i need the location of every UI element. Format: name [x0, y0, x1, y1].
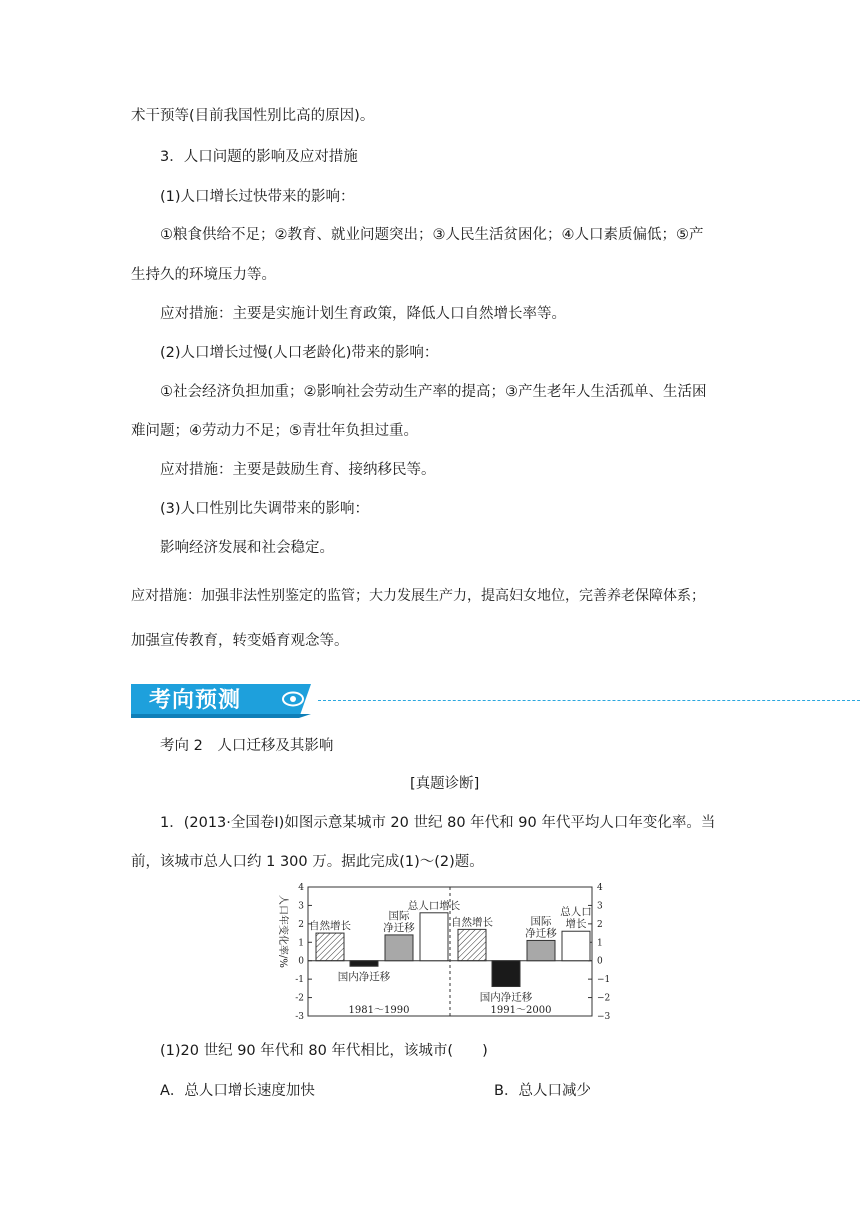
section-title: 考向 2 人口迁移及其影响: [160, 738, 334, 754]
right-tick-label: 3: [597, 901, 603, 912]
right-tick-label: 2: [597, 919, 603, 930]
text-line-4: ①粮食供给不足；②教育、就业问题突出；③人民生活贫困化；④人口素质偏低；⑤产: [160, 227, 704, 243]
right-tick-label: −2: [597, 993, 611, 1004]
left-tick-label: 2: [298, 919, 304, 930]
text-line-11: (3)人口性别比失调带来的影响：: [160, 501, 370, 517]
option-b[interactable]: B．总人口减少: [494, 1083, 591, 1099]
bar-2-4: [562, 931, 590, 960]
period-label: 1991～2000: [490, 1005, 552, 1016]
left-tick-label: -1: [295, 975, 304, 986]
population-change-chart: [268, 882, 616, 1024]
bar-label: 总人口: [560, 906, 592, 919]
bar-label: 自然增长: [309, 920, 351, 933]
left-tick-label: 0: [298, 956, 304, 967]
bar-label: 净迁移: [383, 921, 415, 934]
bar-label: 国际: [388, 909, 410, 922]
banner-title: 考向预测: [149, 688, 242, 713]
bar-2-3: [527, 940, 555, 960]
banner-dashed-rule: [318, 700, 860, 701]
bar-label: 国际: [530, 915, 552, 928]
bar-label: 净迁移: [525, 927, 557, 940]
bar-1-3: [385, 935, 413, 961]
right-tick-label: 1: [597, 938, 603, 949]
text-line-8: ①社会经济负担加重；②影响社会劳动生产率的提高；③产生老年人生活孤单、生活困: [160, 384, 707, 400]
text-line-12: 影响经济发展和社会稳定。: [160, 540, 334, 556]
left-tick-label: 4: [298, 883, 304, 893]
question-line-2: 前，该城市总人口约 1 300 万。据此完成(1)～(2)题。: [131, 854, 484, 870]
text-line-2: 3．人口问题的影响及应对措施: [160, 149, 358, 165]
left-tick-label: 1: [298, 938, 304, 949]
right-tick-label: −3: [597, 1012, 611, 1022]
sub-question: (1)20 世纪 90 年代和 80 年代相比，该城市( ): [160, 1043, 488, 1059]
bar-label: 总人口增长: [407, 899, 461, 912]
bar-1-1: [316, 933, 344, 961]
text-line-6: 应对措施：主要是实施计划生育政策，降低人口自然增长率等。: [160, 306, 566, 322]
left-tick-label: -2: [295, 993, 304, 1004]
subsection-title: [真题诊断]: [410, 776, 480, 792]
text-line-13: 应对措施：加强非法性别鉴定的监管；大力发展生产力，提高妇女地位，完善养老保障体系；: [131, 588, 705, 604]
left-tick-label: 3: [298, 901, 304, 912]
bar-label: 国内净迁移: [479, 991, 533, 1004]
question-line-1: 1．(2013·全国卷Ⅰ)如图示意某城市 20 世纪 80 年代和 90 年代平均人口年变化率。当: [160, 815, 716, 831]
right-tick-label: 0: [597, 956, 603, 967]
text-line-7: (2)人口增长过慢(人口老龄化)带来的影响：: [160, 345, 439, 361]
bar-2-1: [458, 929, 486, 960]
text-line-1: 术干预等(目前我国性别比高的原因)。: [131, 108, 375, 124]
text-line-9: 难问题；④劳动力不足；⑤青壮年负担过重。: [131, 423, 418, 439]
bar-2-2: [492, 961, 520, 987]
text-line-3: (1)人口增长过快带来的影响：: [160, 189, 355, 205]
bar-label: 增长: [565, 918, 587, 931]
text-line-10: 应对措施：主要是鼓励生育、接纳移民等。: [160, 462, 436, 478]
bar-1-2: [350, 961, 378, 967]
eye-pupil-icon: [290, 696, 296, 702]
y-axis-label: 人口年变化率/%: [277, 895, 288, 968]
text-line-14: 加强宣传教育，转变婚育观念等。: [131, 633, 349, 649]
bar-label: 国内净迁移: [337, 971, 391, 984]
text-line-5: 生持久的环境压力等。: [131, 267, 276, 283]
right-tick-label: −1: [597, 975, 611, 986]
option-a[interactable]: A．总人口增长速度加快: [160, 1083, 315, 1099]
period-label: 1981～1990: [348, 1005, 410, 1016]
left-tick-label: -3: [295, 1012, 304, 1022]
right-tick-label: 4: [597, 883, 603, 893]
section-banner: [131, 684, 311, 718]
bar-label: 自然增长: [451, 916, 493, 929]
bar-1-4: [420, 913, 448, 961]
